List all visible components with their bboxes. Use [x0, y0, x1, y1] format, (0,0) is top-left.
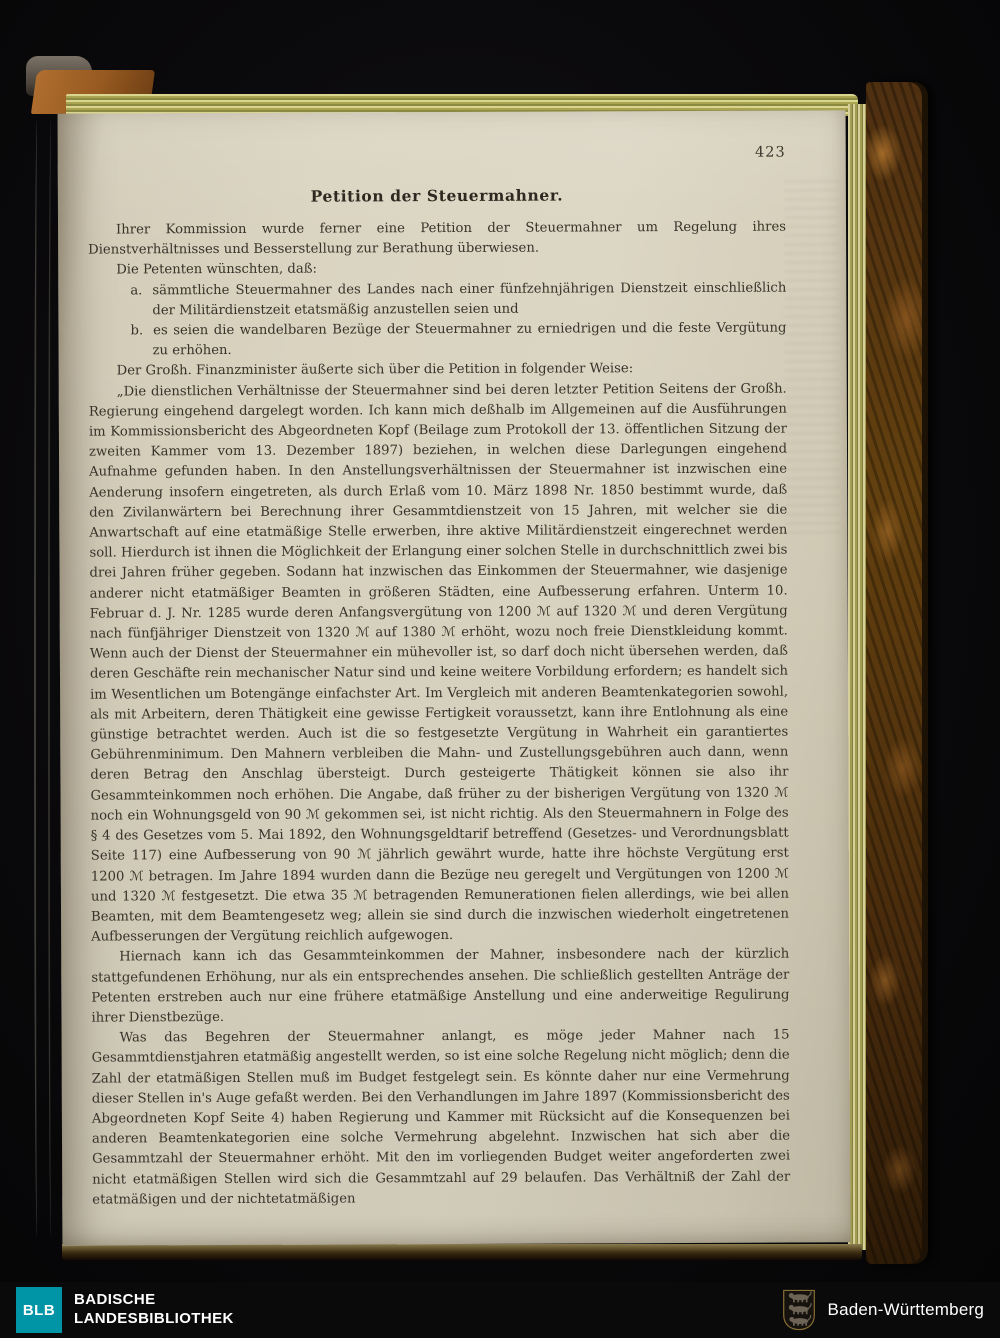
list-item-b — [88, 319, 786, 362]
paragraph-begehren: Was das Begehren der Steuermahner anlangt, es möge jeder Mahner nach 15 Gesammtdienstjahren etatmäßig angestellt werden, so ist eine solche Regelung nicht möglich; denn die Zahl der etatmäßigen Stellen muß im Budget festgelegt sein. Es könnte daher nur eine Vermehrung dieser Stellen in's Auge gefaßt werden. Bei den Verhandlungen im Jahre 1897 (Kommissionsbericht des Abgeordneten Kopf Seite 4) haben Regierung und Kammer mit Rücksicht auf die Konsequenzen bei anderen Beamtenkategorien eine solche Vermehrung abgelehnt. Inzwischen hat sich aber die Gesammtzahl der Steuermahner erhöht. Mit den im vorliegenden Budget weiter angeforderten zwei nicht etatmäßigen Stellen wird sich die Gesammtzahl auf 29 belaufen. Das Verhältniß der Zahl der etatmäßigen und der nichtetatmäßigen — [91, 1027, 791, 1208]
page-edges-right — [848, 104, 866, 1250]
library-name-line1: BADISCHE — [74, 1291, 156, 1309]
paragraph-wish: Die Petenten wünschten, daß: — [116, 262, 317, 278]
viewer-footer — [0, 1282, 1000, 1338]
blb-logo-text: BLB — [22, 1301, 56, 1319]
paragraph-intro: Ihrer Kommission wurde ferner eine Petition der Steuermahner um Regelung ihres Dienstverhältnisses und Besserstellung zur Berathung überwiesen. — [88, 219, 787, 258]
paragraph-quote: „Die dienstlichen Verhältnisse der Steuermahner sind bei deren letzter Petition Seitens der Großh. Regierung eingehend dargelegt worden. Ich kann mich deßhalb im Allgemeinen auf die Ausführungen im Kommissionsbericht des Abgeordneten Kopf (Beilage zum Protokoll der 13. öffentlichen Sitzung der zweiten Kammer vom 13. Dezember 1897) beziehen, in welchen diese Darlegungen eingehend Aufnahme gefunden haben. In den Anstellungsverhältnissen der Steuermahner ist inzwischen eine Aenderung insofern eingetreten, als durch Erlaß vom 10. März 1898 Nr. 1850 bestimmt wurde, daß den Zivilanwärtern bei Berechnung ihrer Gesammtdienstzeit von 15 Jahren, mit welcher sie die Anwartschaft auf eine etatmäßige Stelle erwerben, ihre aktive Militärdienstzeit eingerechnet werden soll. Hierdurch ist ihnen die Möglichkeit der Erlangung einer solchen Stelle in durchschnittlich zwei bis drei Jahren früher gegeben. Sodann hat inzwischen das Einkommen der Steuermahner, wie dasjenige anderer nicht etatmäßiger Beamten in größeren Städten, eine Aufbesserung erfahren. Unterm 10. Februar d. J. Nr. 1285 wurde deren Anfangsvergütung von 1200 ℳ auf 1320 ℳ und deren Vergütung nach fünfjähriger Dienstzeit von 1320 ℳ auf 1380 ℳ erhöht, wozu noch freie Dienstkleidung kommt. Wenn auch der Dienst der Steuermahner ein mühevoller ist, so darf doch nicht übersehen werden, daß deren Geschäfte rein mechanischer Natur sind und keine weitere Vorbildung erfordern; es handelt sich im Wesentlichen um Botengänge einfachster Art. Im Vergleich mit anderen Beamtenkategorien sowohl, als mit Arbeitern, deren Thätigkeit eine gewisse Fertigkeit voraussetzt, kann ihre Entlohnung als eine günstige betrachtet werden. Auch ist die so festgesetzte Vergütung in Wahrheit ein garantiertes Gebührenminimum. Den Mahnern verbleiben die Mahn- und Zustellungsgebühren auch dann, wenn deren Betrag den Anschlag übersteigt. Durch gesteigerte Thätigkeit können sie also ihr Gesammteinkommen noch erhöhen. Die Angabe, daß früher zu der bisherigen Vergütung von 1320 ℳ noch ein Wohnungsgeld von 90 ℳ gekommen sei, ist nicht richtig. Als den Steuermahnern in Folge des § 4 des Gesetzes vom 5. Mai 1892, den Wohnungsgeldtarif betreffend (Gesetzes- und Verordnungsblatt Seite 117) eine Aufbesserung von 90 ℳ jährlich gewährt wurde, hatte ihre höchste Vergütung erst 1200 ℳ betragen. Im Jahre 1894 wurden dann die Bezüge neu geregelt und Vergütungen von 1200 ℳ und 1320 ℳ festgesetzt. Die etwa 35 ℳ betragenden Remunerationen fielen allerdings, wie bei allen Beamten, mit dem Beamtengesetz weg; allein sie sind durch die inzwischen wiederholt eingetretenen Aufbesserungen der Vergütung reichlich aufgewogen. — [88, 381, 790, 945]
library-brand — [16, 1287, 234, 1333]
page-number: 423 — [754, 144, 786, 161]
ink-bleed-through — [784, 180, 840, 540]
region-label: Baden-Württemberg — [827, 1300, 984, 1319]
list-item-b-text: es seien die wandelbaren Bezüge der Steuermahner zu erniedrigen und die feste Vergütung zu erhöhen. — [152, 320, 787, 359]
paragraph-hiernach: Hiernach kann ich das Gesammteinkommen der Mahner, insbesondere nach der kürzlich stattgefundenen Erhöhung, nur als ein entsprechendes ansehen. Die schließlich gestellten Anträge der Petenten erstreben auch nur eine frühere etatmäßige Anstellung und eine anderweitige Regulirung ihrer Dienstbezüge. — [91, 946, 790, 1026]
baden-wuerttemberg-coat-of-arms-icon — [782, 1288, 816, 1332]
paragraph-minister: Der Großh. Finanzminister äußerte sich über die Petition in folgender Weise: — [116, 361, 634, 379]
list-item-b-label: b. — [130, 323, 144, 339]
list-item-a-label: a. — [130, 282, 143, 299]
book-board-bottom — [62, 1244, 862, 1260]
page-heading: Petition der Steuermahner. — [310, 185, 564, 206]
region-brand[interactable] — [782, 1288, 984, 1332]
page-curve-line — [48, 120, 54, 1236]
library-name-line2: LANDESBIBLIOTHEK — [74, 1310, 234, 1327]
book-page — [58, 110, 851, 1245]
list-item-a-text: sämmtliche Steuermahner des Landes nach einer fünfzehnjährigen Dienstzeit einschließlich der Militärdienstzeit etatsmäßig anzustellen seien und — [152, 280, 787, 319]
library-name — [74, 1291, 234, 1329]
list-item-a — [88, 278, 786, 321]
blb-logo[interactable] — [16, 1287, 62, 1333]
book-cover-marbled — [866, 82, 922, 1264]
page-curve-line — [34, 120, 40, 1236]
